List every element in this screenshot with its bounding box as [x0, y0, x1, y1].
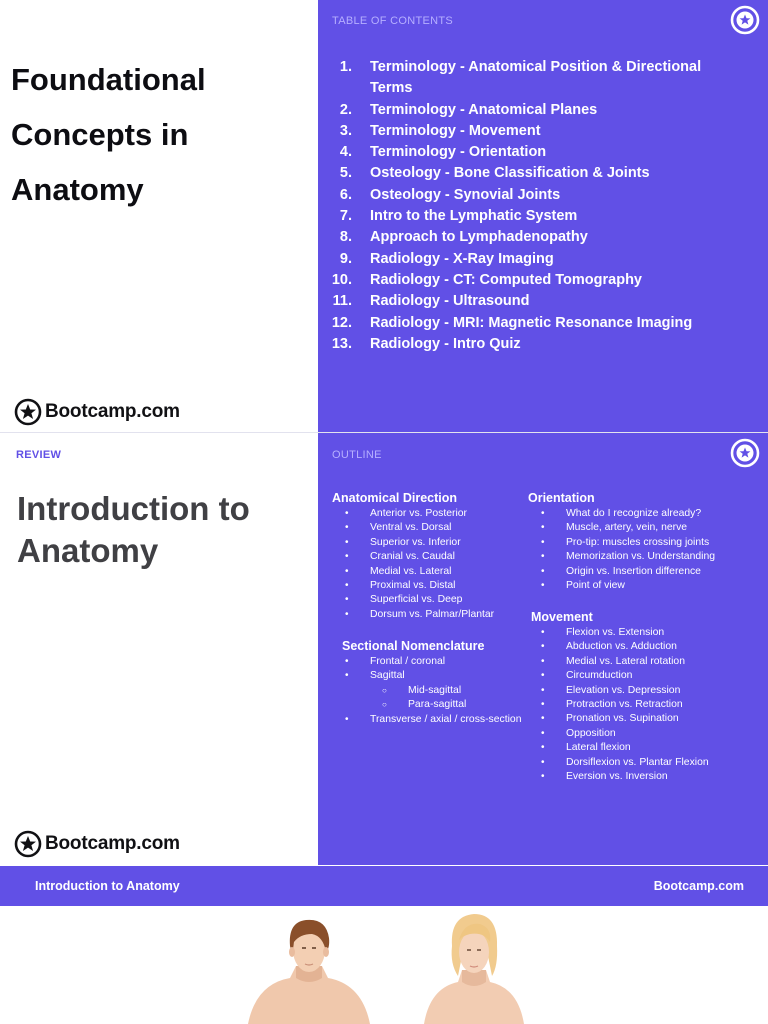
- list-item: • Protraction vs. Retraction: [566, 698, 709, 712]
- list-item: • Abduction vs. Adduction: [566, 640, 709, 654]
- outline-panel: [318, 433, 768, 865]
- list-orientation: [566, 507, 715, 593]
- list-movement: [566, 626, 709, 784]
- outline-label: OUTLINE: [332, 449, 382, 461]
- star-badge-icon: [730, 5, 760, 35]
- anatomical-figures: [0, 906, 768, 1024]
- star-badge-icon: [730, 438, 760, 468]
- list-anatomical-direction: [370, 507, 494, 622]
- figures-illustration: [0, 906, 768, 1024]
- list-item: • Medial vs. Lateral: [370, 565, 494, 579]
- toc-panel: [318, 0, 768, 432]
- male-figure: [248, 920, 370, 1024]
- list-item: • Cranial vs. Caudal: [370, 550, 494, 564]
- toc-text: Terminology - Anatomical Position & Directional Terms: [370, 59, 702, 97]
- header-bar-title: Introduction to Anatomy: [35, 879, 180, 893]
- toc-item[interactable]: [318, 334, 768, 355]
- toc-number: 2.: [339, 101, 352, 118]
- toc-text: Intro to the Lymphatic System: [370, 208, 578, 225]
- logo-text: Bootcamp.com: [45, 833, 180, 854]
- toc-number: 8.: [339, 229, 352, 246]
- list-item: • Memorization vs. Understanding: [566, 550, 715, 564]
- toc-text: Radiology - X-Ray Imaging: [370, 250, 554, 267]
- toc-item[interactable]: [318, 227, 768, 248]
- toc-number: 1.: [339, 59, 352, 75]
- list-item: • Elevation vs. Depression: [566, 684, 709, 698]
- bootcamp-star-icon: [14, 398, 42, 426]
- list-item: • Point of view: [566, 579, 715, 593]
- toc-text: Osteology - Synovial Joints: [370, 186, 561, 203]
- toc-text: Terminology - Movement: [370, 122, 541, 139]
- review-label: REVIEW: [16, 449, 62, 461]
- toc-number: 7.: [339, 208, 352, 225]
- slide-table-of-contents: [0, 0, 768, 432]
- toc-number: 11.: [332, 293, 352, 310]
- toc-item[interactable]: [318, 249, 768, 270]
- page-title: Foundational Concepts in Anatomy: [11, 62, 206, 207]
- sub-list-item: ○ Mid-sagittal: [408, 684, 521, 698]
- toc-text: Terminology - Orientation: [370, 144, 547, 161]
- toc-item[interactable]: [318, 291, 768, 312]
- toc-item[interactable]: [318, 57, 768, 100]
- toc-label: TABLE OF CONTENTS: [332, 15, 454, 27]
- list-item: • Eversion vs. Inversion: [566, 770, 709, 784]
- slide-outline: [0, 433, 768, 865]
- toc-number: 6.: [339, 186, 352, 203]
- toc-number: 5.: [339, 165, 352, 182]
- toc-text: Approach to Lymphadenopathy: [370, 229, 588, 246]
- list-item: • Lateral flexion: [566, 741, 709, 755]
- toc-item[interactable]: [318, 121, 768, 142]
- toc-item[interactable]: [318, 313, 768, 334]
- toc-number: 4.: [339, 144, 352, 161]
- toc-number: 12.: [331, 314, 352, 331]
- toc-text: Radiology - MRI: Magnetic Resonance Imaging: [370, 314, 693, 331]
- female-figure: [424, 914, 524, 1024]
- list-item: • Ventral vs. Dorsal: [370, 521, 494, 535]
- list-item: • Superior vs. Inferior: [370, 536, 494, 550]
- list-item: • Anterior vs. Posterior: [370, 507, 494, 521]
- toc-text: Radiology - Intro Quiz: [370, 335, 521, 352]
- slide-title: Introduction to Anatomy: [17, 490, 250, 569]
- list-item: • Dorsum vs. Palmar/Plantar: [370, 608, 494, 622]
- list-item: • Pro-tip: muscles crossing joints: [566, 536, 715, 550]
- slide-header-bar: [0, 866, 768, 906]
- list-item: • Medial vs. Lateral rotation: [566, 655, 709, 669]
- list-item: • Transverse / axial / cross-section: [370, 713, 521, 727]
- heading-movement: Movement: [531, 610, 593, 624]
- toc-number: 10.: [331, 271, 352, 288]
- toc-number: 3.: [339, 122, 352, 139]
- list-item: • Superficial vs. Deep: [370, 593, 494, 607]
- bootcamp-logo: [14, 398, 180, 426]
- list-item: • Dorsiflexion vs. Plantar Flexion: [566, 756, 709, 770]
- header-bar-brand: Bootcamp.com: [653, 879, 744, 893]
- toc-text: Osteology - Bone Classification & Joints: [370, 165, 650, 182]
- toc-item[interactable]: [318, 100, 768, 121]
- toc-number: 9.: [339, 250, 352, 267]
- bootcamp-star-icon: [14, 830, 42, 858]
- list-item: • Pronation vs. Supination: [566, 712, 709, 726]
- toc-text: Terminology - Anatomical Planes: [370, 101, 598, 118]
- list-item: • Origin vs. Insertion difference: [566, 565, 715, 579]
- toc-item[interactable]: [318, 185, 768, 206]
- list-sectional-nomenclature: [370, 655, 521, 727]
- list-item: • Opposition: [566, 727, 709, 741]
- toc-item[interactable]: [318, 142, 768, 163]
- toc-text: Radiology - Ultrasound: [370, 293, 530, 310]
- toc-item[interactable]: [318, 270, 768, 291]
- left-panel: [0, 433, 318, 865]
- list-item: • Circumduction: [566, 669, 709, 683]
- toc-item[interactable]: [318, 206, 768, 227]
- toc-text: Radiology - CT: Computed Tomography: [370, 271, 642, 288]
- left-panel: [0, 0, 318, 432]
- bootcamp-logo: [14, 830, 180, 858]
- logo-text: Bootcamp.com: [45, 401, 180, 422]
- heading-orientation: Orientation: [528, 491, 595, 505]
- toc-number: 13.: [331, 335, 352, 352]
- heading-anatomical-direction: Anatomical Direction: [332, 491, 458, 505]
- list-item: • Sagittal: [370, 669, 521, 683]
- sub-list-item: ○ Para-sagittal: [408, 698, 521, 712]
- list-item: • Frontal / coronal: [370, 655, 521, 669]
- list-item: • Proximal vs. Distal: [370, 579, 494, 593]
- list-item: • What do I recognize already?: [566, 507, 715, 521]
- toc-item[interactable]: [318, 163, 768, 184]
- list-item: • Flexion vs. Extension: [566, 626, 709, 640]
- list-item: • Muscle, artery, vein, nerve: [566, 521, 715, 535]
- heading-sectional-nomenclature: Sectional Nomenclature: [342, 639, 485, 653]
- toc-list: [318, 57, 768, 355]
